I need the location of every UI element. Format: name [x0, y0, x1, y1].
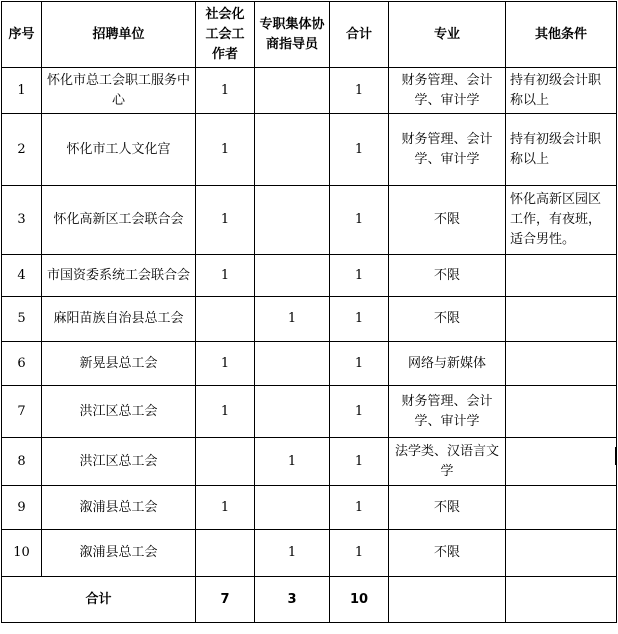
row-major: 不限 — [389, 186, 506, 255]
row-collective — [255, 486, 330, 530]
row-index: 10 — [2, 530, 42, 577]
row-social: 1 — [196, 255, 255, 297]
row-major: 不限 — [389, 486, 506, 530]
row-major: 网络与新媒体 — [389, 342, 506, 386]
row-other — [506, 530, 617, 577]
row-total: 1 — [330, 486, 389, 530]
total-collective: 3 — [255, 577, 330, 623]
row-unit: 麻阳苗族自治县总工会 — [42, 297, 196, 342]
row-collective — [255, 114, 330, 186]
table-row — [2, 342, 617, 386]
row-unit: 怀化市工人文化宫 — [42, 114, 196, 186]
row-social: 1 — [196, 114, 255, 186]
table-row — [2, 186, 617, 255]
row-other — [506, 486, 617, 530]
row-other — [506, 438, 617, 486]
row-social — [196, 297, 255, 342]
row-index: 8 — [2, 438, 42, 486]
row-other — [506, 342, 617, 386]
header-collective-negotiator: 专职集体协商指导员 — [255, 2, 330, 68]
row-social: 1 — [196, 486, 255, 530]
row-index: 2 — [2, 114, 42, 186]
table-body — [2, 68, 617, 577]
row-collective: 1 — [255, 530, 330, 577]
total-major — [389, 577, 506, 623]
row-major: 不限 — [389, 297, 506, 342]
total-social: 7 — [196, 577, 255, 623]
row-unit: 洪江区总工会 — [42, 438, 196, 486]
row-index: 9 — [2, 486, 42, 530]
total-sum: 10 — [330, 577, 389, 623]
row-major: 财务管理、会计学、审计学 — [389, 386, 506, 438]
row-unit: 新晃县总工会 — [42, 342, 196, 386]
row-unit: 怀化高新区工会联合会 — [42, 186, 196, 255]
row-index: 5 — [2, 297, 42, 342]
row-social: 1 — [196, 342, 255, 386]
row-other: 持有初级会计职称以上 — [506, 114, 617, 186]
row-total: 1 — [330, 297, 389, 342]
row-social: 1 — [196, 186, 255, 255]
row-total: 1 — [330, 386, 389, 438]
header-other-conditions: 其他条件 — [506, 2, 617, 68]
row-collective: 1 — [255, 297, 330, 342]
row-other — [506, 386, 617, 438]
row-index: 7 — [2, 386, 42, 438]
row-total: 1 — [330, 342, 389, 386]
header-major: 专业 — [389, 2, 506, 68]
row-index: 4 — [2, 255, 42, 297]
row-major: 财务管理、会计学、审计学 — [389, 114, 506, 186]
row-index: 6 — [2, 342, 42, 386]
table-row — [2, 114, 617, 186]
row-total: 1 — [330, 255, 389, 297]
row-unit: 怀化市总工会职工服务中心 — [42, 68, 196, 114]
row-total: 1 — [330, 68, 389, 114]
row-other: 持有初级会计职称以上 — [506, 68, 617, 114]
table-row — [2, 486, 617, 530]
row-major: 不限 — [389, 255, 506, 297]
row-index: 1 — [2, 68, 42, 114]
row-total: 1 — [330, 114, 389, 186]
header-unit: 招聘单位 — [42, 2, 196, 68]
table-row — [2, 297, 617, 342]
row-total: 1 — [330, 438, 389, 486]
row-collective: 1 — [255, 438, 330, 486]
row-collective — [255, 255, 330, 297]
row-collective — [255, 386, 330, 438]
recruitment-table — [1, 1, 617, 623]
total-other — [506, 577, 617, 623]
row-social — [196, 438, 255, 486]
header-index: 序号 — [2, 2, 42, 68]
table-row — [2, 530, 617, 577]
row-major: 财务管理、会计学、审计学 — [389, 68, 506, 114]
header-social-worker: 社会化工会工作者 — [196, 2, 255, 68]
row-other — [506, 255, 617, 297]
row-unit: 溆浦县总工会 — [42, 486, 196, 530]
header-total: 合计 — [330, 2, 389, 68]
row-social: 1 — [196, 386, 255, 438]
table-row — [2, 68, 617, 114]
row-collective — [255, 68, 330, 114]
total-label: 合计 — [2, 577, 196, 623]
row-other — [506, 297, 617, 342]
row-major: 不限 — [389, 530, 506, 577]
row-unit: 市国资委系统工会联合会 — [42, 255, 196, 297]
row-collective — [255, 342, 330, 386]
table-row — [2, 255, 617, 297]
row-social — [196, 530, 255, 577]
total-row — [2, 577, 617, 623]
row-collective — [255, 186, 330, 255]
row-unit: 洪江区总工会 — [42, 386, 196, 438]
row-unit: 溆浦县总工会 — [42, 530, 196, 577]
table-row — [2, 386, 617, 438]
row-major: 法学类、汉语言文学 — [389, 438, 506, 486]
row-social: 1 — [196, 68, 255, 114]
row-index: 3 — [2, 186, 42, 255]
row-other: 怀化高新区园区工作，有夜班，适合男性。 — [506, 186, 617, 255]
header-row — [2, 2, 617, 68]
edge-mark — [615, 447, 616, 465]
row-total: 1 — [330, 530, 389, 577]
row-total: 1 — [330, 186, 389, 255]
table-row — [2, 438, 617, 486]
